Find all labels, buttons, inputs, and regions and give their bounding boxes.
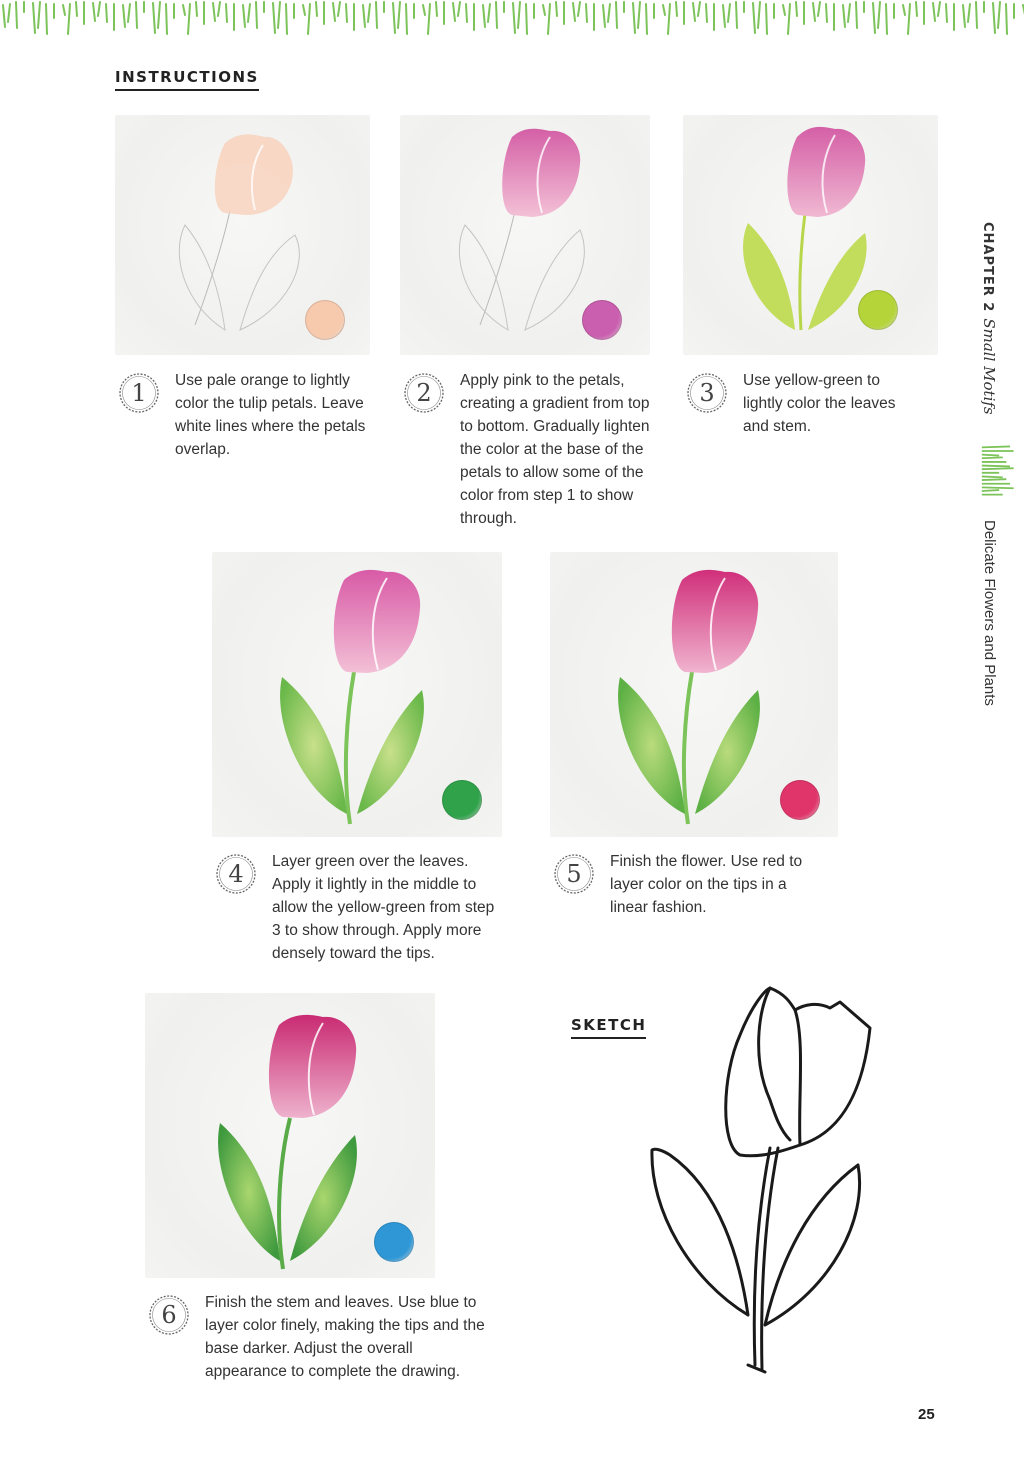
step-description: Finish the flower. Use red to layer color on the tips in a linear fashion.: [610, 853, 803, 916]
grass-border-decoration: [0, 0, 1024, 40]
step-3: [683, 369, 933, 449]
tulip-sketch: [640, 980, 880, 1380]
step-5-color-swatch: [780, 780, 820, 820]
chapter-label: [980, 222, 998, 415]
instructions-heading: INSTRUCTIONS: [115, 68, 259, 91]
step-2-color-swatch: [582, 300, 622, 340]
page-number: 25: [918, 1406, 935, 1423]
step-number: 2: [416, 379, 432, 407]
step-description: Apply pink to the petals, creating a gradient from top to bottom. Gradually lighten the color at the base of the petals to allow some of the color from step 1 to show through.: [460, 372, 650, 527]
step-1: [115, 369, 385, 469]
step-4-color-swatch: [442, 780, 482, 820]
chapter-number: CHAPTER 2: [980, 222, 995, 313]
section-title: Delicate Flowers and Plants: [981, 520, 998, 706]
step-6: [145, 1291, 505, 1391]
step-description: Use yellow-green to lightly color the leaves and stem.: [743, 372, 896, 435]
step-number: 4: [228, 860, 244, 888]
step-5: [550, 850, 830, 930]
step-4: [212, 850, 512, 970]
step-1-color-swatch: [305, 300, 345, 340]
step-number: 3: [699, 379, 715, 407]
step-number: 6: [161, 1301, 177, 1329]
step-number: 1: [131, 379, 147, 407]
sketch-heading: SKETCH: [571, 1016, 646, 1039]
step-6-color-swatch: [374, 1222, 414, 1262]
step-3-color-swatch: [858, 290, 898, 330]
step-description: Use pale orange to lightly color the tulip petals. Leave white lines where the petals overlap.: [175, 372, 366, 458]
step-description: Layer green over the leaves. Apply it lightly in the middle to allow the yellow-green from step 3 to show through. Apply more densely toward the tips.: [272, 853, 495, 962]
chapter-subtitle: Small Motifs: [980, 318, 998, 415]
step-3-illustration: [683, 115, 938, 355]
step-number: 5: [566, 860, 582, 888]
step-2: [400, 369, 670, 529]
grass-tab-decoration: [980, 442, 1020, 500]
step-description: Finish the stem and leaves. Use blue to layer color finely, making the tips and the base darker. Adjust the overall appearance to complete the drawing.: [205, 1294, 485, 1380]
chapter-sidebar: [974, 222, 1004, 722]
